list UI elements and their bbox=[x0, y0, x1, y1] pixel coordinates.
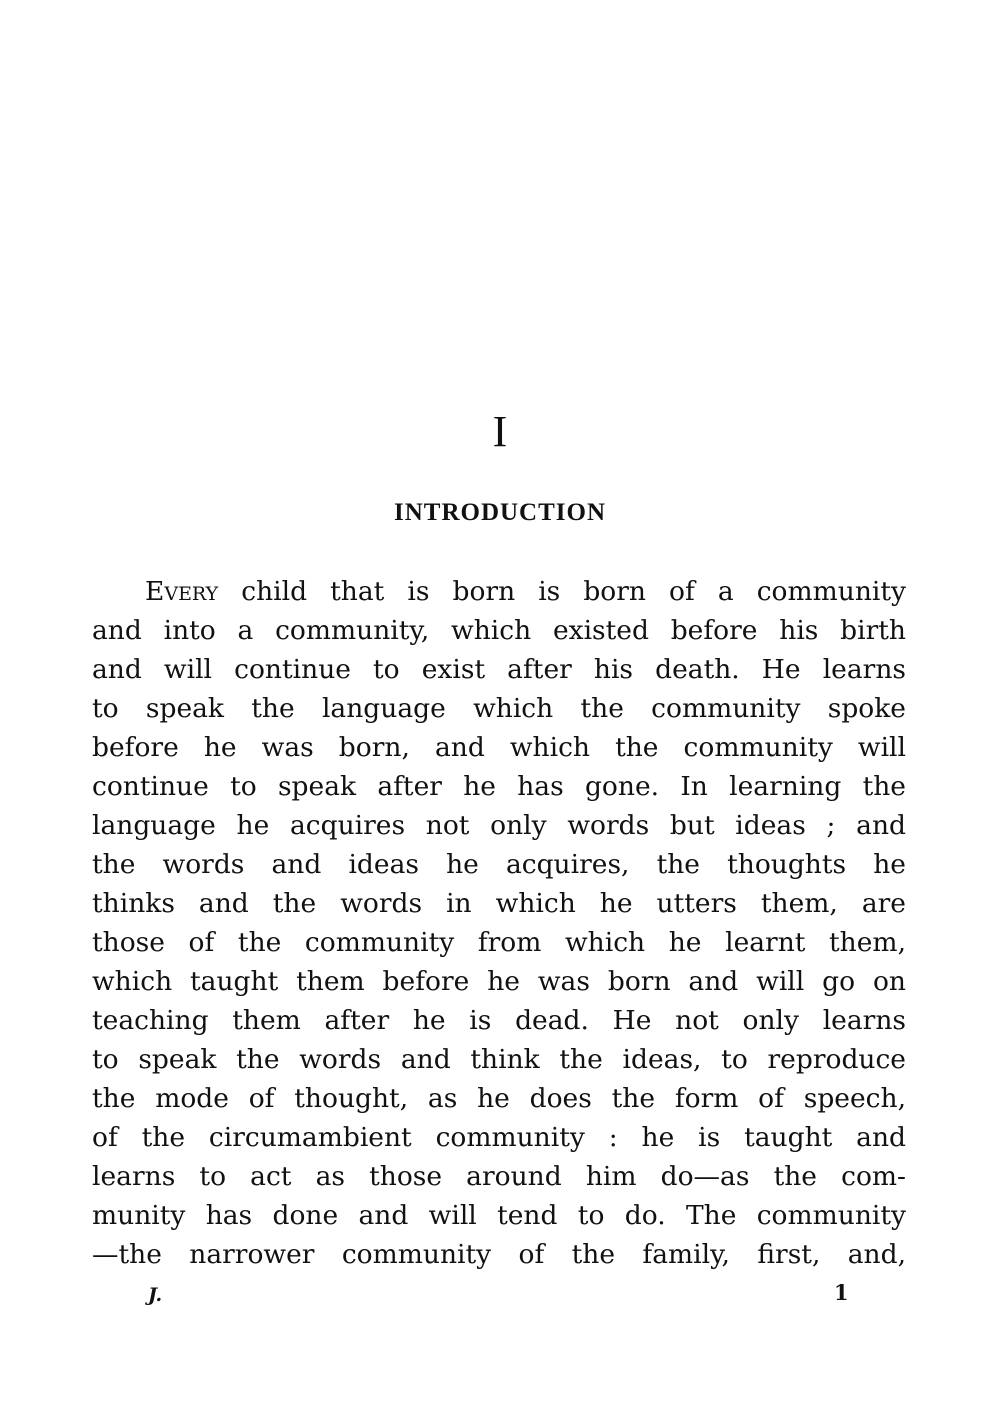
paragraph-line: which taught them before he was born and will go on bbox=[92, 966, 906, 997]
chapter-number: I bbox=[492, 407, 508, 456]
signature-mark: J. bbox=[148, 1284, 163, 1306]
paragraph-line: to speak the language which the community spoke bbox=[92, 693, 906, 724]
paragraph-line: and will continue to exist after his death. He learns bbox=[92, 654, 906, 685]
paragraph-line: and into a community, which existed before his birth bbox=[92, 615, 906, 646]
paragraph-line: continue to speak after he has gone. In learning the bbox=[92, 771, 906, 802]
body-paragraph bbox=[92, 572, 906, 1274]
paragraph-line: of the circumambient community : he is taught and bbox=[92, 1122, 906, 1153]
page-number: 1 bbox=[834, 1280, 849, 1305]
paragraph-line bbox=[92, 572, 906, 611]
paragraph-line: to speak the words and think the ideas, to reproduce bbox=[92, 1044, 906, 1075]
paragraph-line: munity has done and will tend to do. The community bbox=[92, 1200, 906, 1231]
paragraph-line: —the narrower community of the family, first, and, bbox=[92, 1239, 906, 1270]
paragraph-line: teaching them after he is dead. He not only learns bbox=[92, 1005, 906, 1036]
paragraph-dropword: Every bbox=[145, 576, 219, 607]
paragraph-line: learns to act as those around him do—as the com- bbox=[92, 1161, 906, 1192]
paragraph-line: thinks and the words in which he utters them, are bbox=[92, 888, 906, 919]
paragraph-line: the words and ideas he acquires, the thoughts he bbox=[92, 849, 906, 880]
paragraph-line: those of the community from which he learnt them, bbox=[92, 927, 906, 958]
paragraph-line: language he acquires not only words but ideas ; and bbox=[92, 810, 906, 841]
paragraph-line-text: child that is born is born of a community bbox=[218, 576, 906, 607]
chapter-title: INTRODUCTION bbox=[393, 499, 607, 526]
paragraph-line: the mode of thought, as he does the form of speech, bbox=[92, 1083, 906, 1114]
paragraph-line: before he was born, and which the community will bbox=[92, 732, 906, 763]
